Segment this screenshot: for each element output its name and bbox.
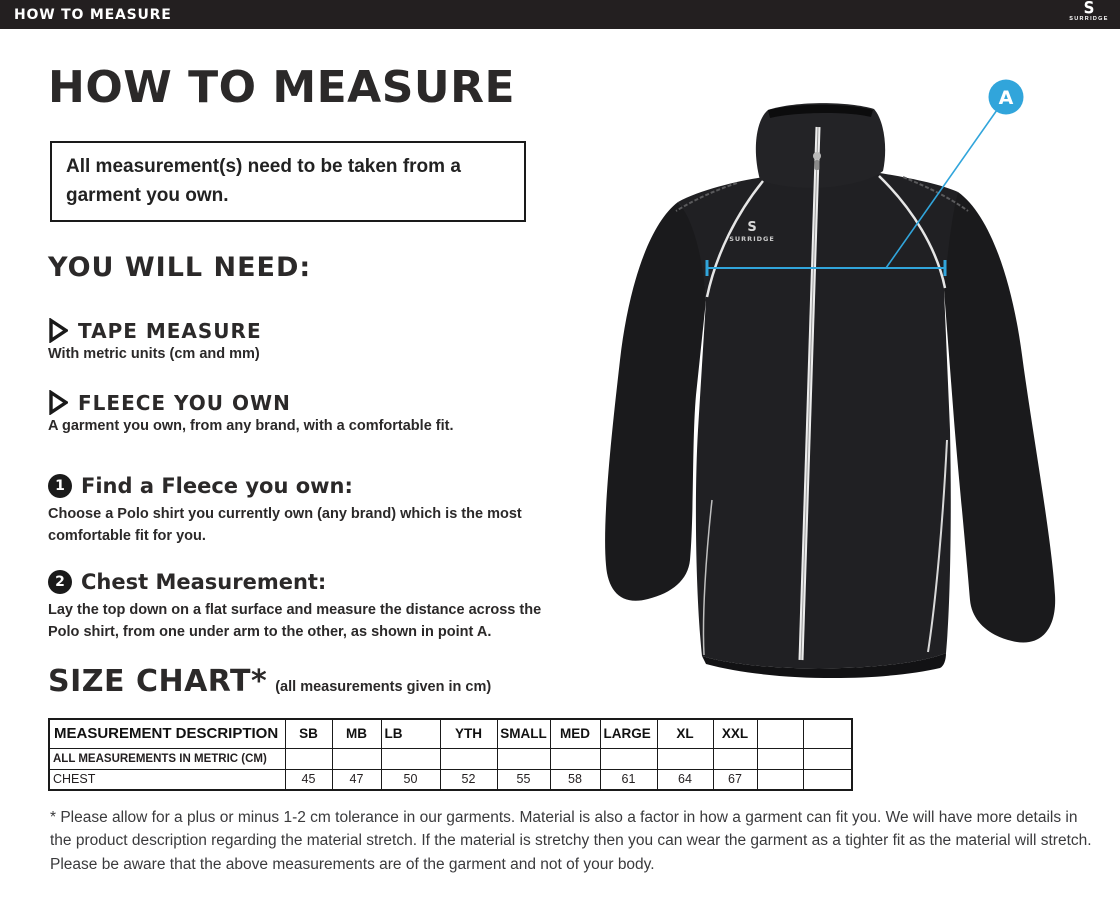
you-will-need-heading: YOU WILL NEED: — [48, 252, 312, 283]
table-header-cell: MEASUREMENT DESCRIPTION — [49, 719, 285, 748]
table-cell — [285, 748, 332, 769]
table-cell: 55 — [497, 769, 550, 790]
table-header-cell: SMALL — [497, 719, 550, 748]
jacket-right-sleeve — [944, 192, 1055, 642]
jacket-body — [678, 173, 958, 668]
table-cell — [757, 769, 803, 790]
table-header-cell: XXL — [713, 719, 757, 748]
table-cell — [803, 748, 852, 769]
point-a-label: A — [998, 87, 1014, 109]
step-title: Chest Measurement: — [81, 570, 327, 594]
table-cell — [600, 748, 657, 769]
step-number-badge: 1 — [48, 474, 72, 498]
table-header-cell: MED — [550, 719, 600, 748]
table-cell — [713, 748, 757, 769]
table-row — [49, 769, 852, 790]
table-header-cell — [803, 719, 852, 748]
table-cell — [332, 748, 381, 769]
garment-logo-s-icon: S — [747, 220, 757, 235]
triangle-bullet-icon — [48, 318, 68, 343]
need-item-description: A garment you own, from any brand, with a comfortable fit. — [48, 418, 454, 434]
table-header-cell: YTH — [440, 719, 497, 748]
table-cell: 47 — [332, 769, 381, 790]
table-cell: 67 — [713, 769, 757, 790]
notice-box: All measurement(s) need to be taken from a garment you own. — [50, 141, 526, 222]
table-cell — [657, 748, 713, 769]
need-item-fleece — [48, 390, 454, 434]
step-title: Find a Fleece you own: — [81, 474, 353, 498]
table-cell — [757, 748, 803, 769]
zipper-pull-icon — [813, 152, 821, 160]
surridge-logo-text: SURRIDGE — [1069, 16, 1109, 22]
surridge-s-icon: S — [1083, 0, 1095, 19]
table-cell — [497, 748, 550, 769]
step-number-badge: 2 — [48, 570, 72, 594]
table-cell: 58 — [550, 769, 600, 790]
table-header-cell: MB — [332, 719, 381, 748]
need-item-tape-measure — [48, 318, 262, 362]
table-header-cell: XL — [657, 719, 713, 748]
table-cell: 64 — [657, 769, 713, 790]
size-chart-heading — [48, 664, 491, 699]
step-description: Choose a Polo shirt you currently own (any brand) which is the most comfortable fit for you. — [48, 506, 522, 544]
jacket-left-sleeve — [605, 202, 706, 601]
table-header-row — [49, 719, 852, 748]
need-item-title: FLEECE YOU OWN — [78, 390, 291, 415]
table-cell: 50 — [381, 769, 440, 790]
table-header-cell: LB — [381, 719, 440, 748]
table-cell — [803, 769, 852, 790]
page-title: HOW TO MEASURE — [48, 62, 516, 113]
size-chart-table — [48, 718, 853, 791]
table-header-cell — [757, 719, 803, 748]
size-chart-subtitle: (all measurements given in cm) — [275, 679, 492, 695]
table-cell: 61 — [600, 769, 657, 790]
step-2 — [48, 570, 576, 644]
table-cell: 52 — [440, 769, 497, 790]
size-chart-table-wrap — [48, 718, 853, 791]
table-cell: ALL MEASUREMENTS IN METRIC (CM) — [49, 748, 285, 769]
table-cell — [381, 748, 440, 769]
table-cell: 45 — [285, 769, 332, 790]
header-bar — [0, 0, 1120, 29]
table-cell — [440, 748, 497, 769]
step-description: Lay the top down on a flat surface and measure the distance across the Polo shirt, from one under arm to the other, as shown in point A. — [48, 602, 542, 640]
footnote-text: * Please allow for a plus or minus 1-2 cm tolerance in our garments. Material is also a factor in how a garment can fit you. We will have more details in the product description regarding the material stretch. If the material is stretchy then you can wear the garment as a tighter fit as the material will stretch. Please be aware that the above measurements are of the garment and not of your body. — [50, 809, 1092, 873]
need-item-title: TAPE MEASURE — [78, 318, 262, 343]
zipper-slider — [815, 160, 820, 170]
step-1 — [48, 474, 576, 548]
table-header-cell: LARGE — [600, 719, 657, 748]
triangle-bullet-icon — [48, 390, 68, 415]
size-chart-title: SIZE CHART* — [48, 664, 268, 699]
table-row — [49, 748, 852, 769]
table-cell — [550, 748, 600, 769]
fleece-jacket-figure — [595, 58, 1105, 683]
table-cell: CHEST — [49, 769, 285, 790]
surridge-logo — [1066, 1, 1112, 23]
garment-logo-text: SURRIDGE — [729, 235, 775, 243]
table-header-cell: SB — [285, 719, 332, 748]
header-title: HOW TO MEASURE — [14, 6, 172, 23]
need-item-description: With metric units (cm and mm) — [48, 346, 260, 362]
